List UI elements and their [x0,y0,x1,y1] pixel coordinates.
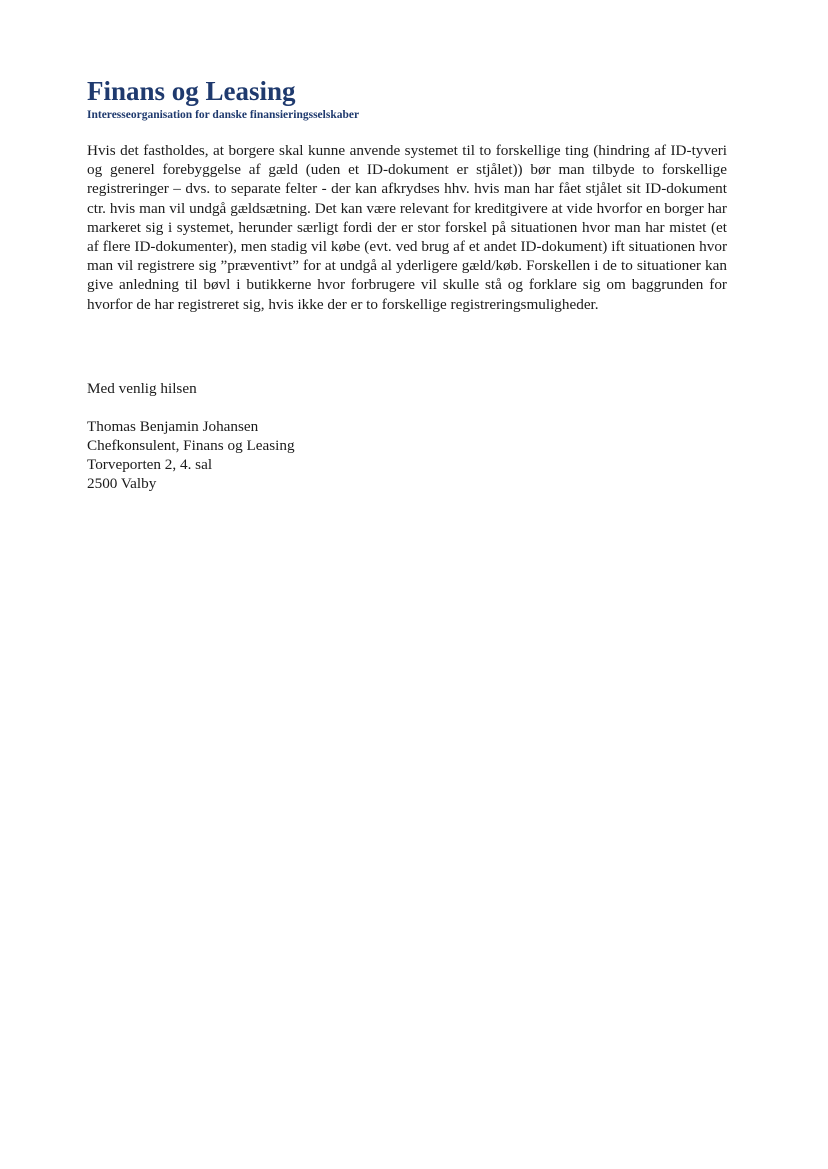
organization-name: Finans og Leasing [87,76,296,106]
address-street: Torveporten 2, 4. sal [87,456,213,473]
organization-tagline: Interesseorganisation for danske finansieringsselskaber [87,109,360,121]
signer-title: Chefkonsulent, Finans og Leasing [87,437,295,454]
signer-name: Thomas Benjamin Johansen [87,418,259,435]
letterhead [87,76,747,122]
closing-greeting: Med venlig hilsen [87,380,197,397]
body-paragraph: Hvis det fastholdes, at borgere skal kunne anvende systemet til to forskellige ting (hindring af ID-tyveri og generel forebyggelse af gæld (uden et ID-dokument er stjålet)) bør man tilbyde to forskellige registreringer – dvs. to separate felter - der kan afkrydses hhv. hvis man har fået stjålet sit ID-dokument ctr. hvis man vil undgå gældsætning. Det kan være relevant for kreditgivere at vide hvorfor en borger har markeret sig i systemet, herunder særligt fordi der er stor forskel på situationen hvor man har mistet (et af flere ID-dokumenter), men stadig vil købe (evt. ved brug af et andet ID-dokument) ift situationen hvor man vil registrere sig ”præventivt” for at undgå al yderligere gæld/køb. Forskellen i de to situationer kan give anledning til bøvl i butikkerne hvor forbrugere vil skulle stå og forklare sig om baggrunden for hvorfor de har registreret sig, hvis ikke der er to forskellige registreringsmuligheder. [87,142,727,313]
signature-block [87,417,295,493]
address-city: 2500 Valby [87,475,157,492]
